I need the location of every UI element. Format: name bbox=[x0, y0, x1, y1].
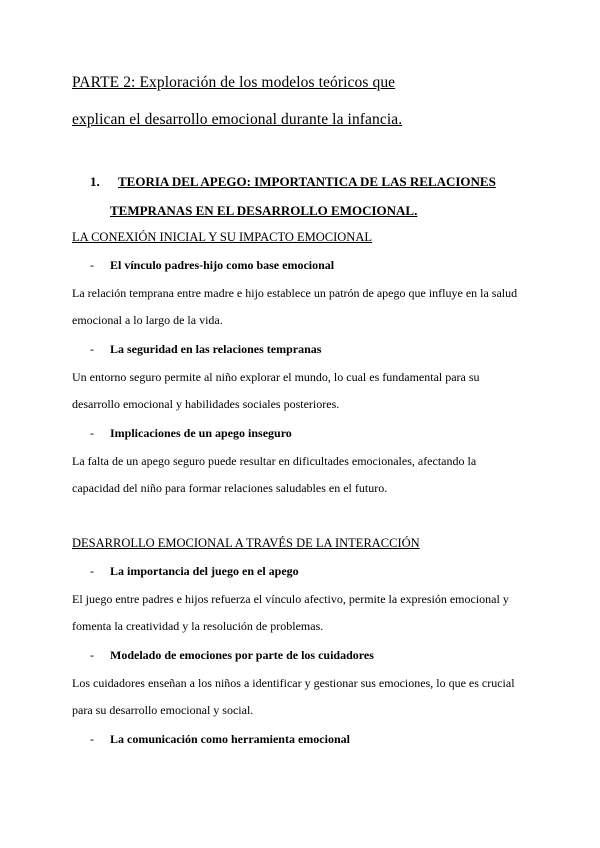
section-2-item-2-text-2: para su desarrollo emocional y social. bbox=[72, 703, 254, 717]
subheading-text: El vínculo padres-hijo como base emocional bbox=[110, 258, 335, 272]
section-2-item-1-text-2: fomenta la creatividad y la resolución de problemas. bbox=[72, 619, 324, 633]
bullet-dash: - bbox=[90, 258, 94, 272]
section-1-item-2-heading bbox=[90, 342, 321, 357]
section-2-item-3-heading bbox=[90, 732, 350, 747]
section-2-item-1-text-1: El juego entre padres e hijos refuerza el vínculo afectivo, permite la expresión emocional y bbox=[72, 592, 509, 606]
subheading-text: La importancia del juego en el apego bbox=[110, 564, 299, 578]
bullet-dash: - bbox=[90, 426, 94, 440]
section-1-item-1-text-2: emocional a lo largo de la vida. bbox=[72, 313, 223, 327]
heading-1-line-2: TEMPRANAS EN EL DESARROLLO EMOCIONAL. bbox=[110, 203, 418, 218]
section-1-item-3-text-2: capacidad del niño para formar relaciones saludables en el futuro. bbox=[72, 481, 388, 495]
heading-1-line-1 bbox=[90, 174, 496, 190]
section-2-title: DESARROLLO EMOCIONAL A TRAVÉS DE LA INTERACCIÓN bbox=[72, 536, 420, 550]
bullet-dash: - bbox=[90, 342, 94, 356]
bullet-dash: - bbox=[90, 564, 94, 578]
section-1-item-2-text-1: Un entorno seguro permite al niño explorar el mundo, lo cual es fundamental para su bbox=[72, 370, 480, 384]
subheading-text: La seguridad en las relaciones tempranas bbox=[110, 342, 322, 356]
section-1-item-1-heading bbox=[90, 258, 334, 273]
heading-1-text-1: TEORIA DEL APEGO: IMPORTANTICA DE LAS RELACIONES bbox=[118, 174, 496, 189]
bullet-dash: - bbox=[90, 732, 94, 746]
section-1-item-2-text-2: desarrollo emocional y habilidades sociales posteriores. bbox=[72, 397, 340, 411]
part-title-line-2: explican el desarrollo emocional durante la infancia. bbox=[72, 111, 403, 128]
part-title-line-1: PARTE 2: Exploración de los modelos teóricos que bbox=[72, 74, 396, 91]
section-1-title: LA CONEXIÓN INICIAL Y SU IMPACTO EMOCIONAL bbox=[72, 230, 372, 244]
section-2-item-1-heading bbox=[90, 564, 299, 579]
section-1-item-3-heading bbox=[90, 426, 292, 441]
subheading-text: Modelado de emociones por parte de los cuidadores bbox=[110, 648, 374, 662]
section-1-item-1-text-1: La relación temprana entre madre e hijo establece un patrón de apego que influye en la salud bbox=[72, 286, 518, 300]
section-1-item-3-text-1: La falta de un apego seguro puede resultar en dificultades emocionales, afectando la bbox=[72, 454, 477, 468]
heading-1-number: 1. bbox=[90, 174, 100, 189]
subheading-text: La comunicación como herramienta emocional bbox=[110, 732, 350, 746]
bullet-dash: - bbox=[90, 648, 94, 662]
section-2-item-2-text-1: Los cuidadores enseñan a los niños a identificar y gestionar sus emociones, lo que es crucial bbox=[72, 676, 515, 690]
section-2-item-2-heading bbox=[90, 648, 374, 663]
subheading-text: Implicaciones de un apego inseguro bbox=[110, 426, 292, 440]
